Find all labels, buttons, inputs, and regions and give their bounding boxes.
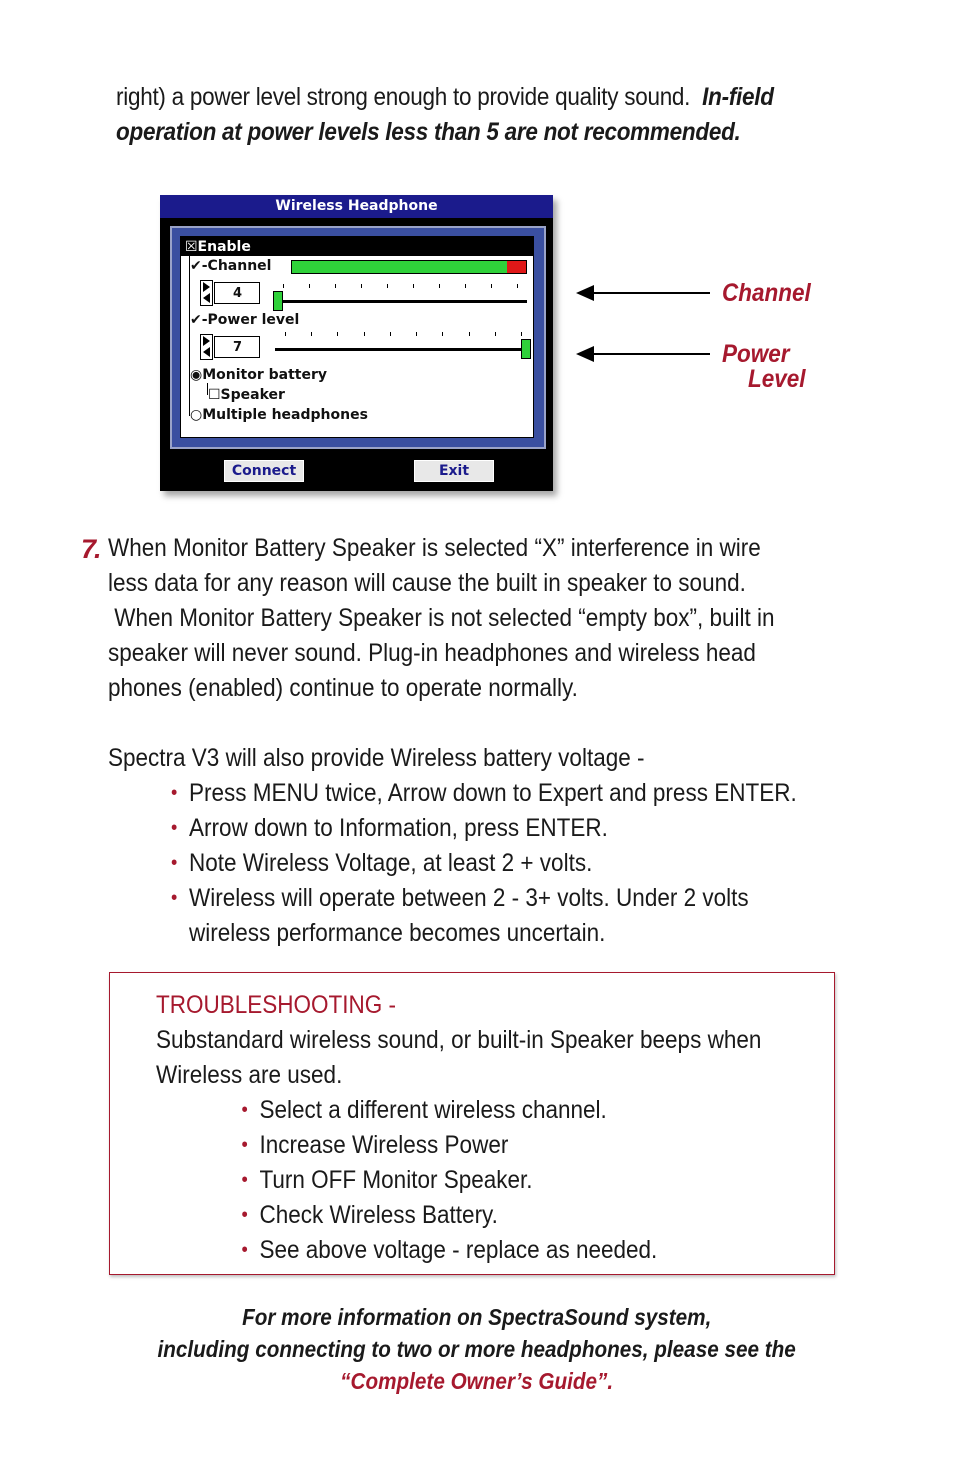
slider-tick: [361, 284, 362, 288]
list-item: • Arrow down to Information, press ENTER.: [171, 811, 819, 846]
intro-paragraph: [116, 80, 800, 150]
step-7-text: [108, 531, 819, 951]
voltage-steps: [108, 776, 819, 916]
step-line: phones (enabled) continue to operate normally.: [108, 674, 578, 702]
troubleshooting-line: Wireless are used.: [156, 1061, 343, 1089]
wireless-headphone-screen: [160, 195, 553, 491]
slider-tick: [337, 332, 338, 336]
slider-tick: [495, 332, 496, 336]
step-line: When Monitor Battery Speaker is not selected “empty box”, built in: [108, 604, 775, 632]
speaker-checkbox[interactable]: ☐Speaker: [208, 387, 285, 403]
channel-label[interactable]: ✔-Channel: [190, 258, 272, 274]
slider-tick: [491, 284, 492, 288]
voltage-intro: Spectra V3 will also provide Wireless battery voltage -: [108, 744, 645, 772]
troubleshooting-list: [156, 1093, 804, 1268]
step-line: speaker will never sound. Plug-in headphones and wireless head: [108, 639, 756, 667]
slider-tick: [521, 332, 522, 336]
power-slider-thumb[interactable]: [521, 339, 531, 359]
list-item: • Check Wireless Battery.: [242, 1198, 805, 1233]
screen-inner: [180, 236, 534, 438]
channel-spinner[interactable]: [200, 280, 213, 306]
level-red: [507, 261, 526, 273]
slider-tick: [469, 332, 470, 336]
power-callout-line1: Power: [722, 340, 790, 368]
slider-tick: [439, 284, 440, 288]
channel-slider-track[interactable]: [273, 300, 527, 303]
enable-checkbox[interactable]: ☒Enable: [181, 237, 533, 256]
slider-tick: [335, 284, 336, 288]
footer-line: including connecting to two or more headphones, please see the: [157, 1336, 797, 1362]
connect-button[interactable]: Connect: [224, 460, 304, 482]
exit-button[interactable]: Exit: [414, 460, 494, 482]
screen-title: Wireless Headphone: [160, 195, 553, 218]
channel-value[interactable]: 4: [214, 282, 260, 304]
slider-tick: [285, 332, 286, 336]
list-item: • See above voltage - replace as needed.: [242, 1233, 805, 1268]
power-value[interactable]: 7: [214, 336, 260, 358]
list-item: • Increase Wireless Power: [242, 1128, 805, 1163]
slider-tick: [364, 332, 365, 336]
list-item: • Wireless will operate between 2 - 3+ volts. Under 2 volts: [171, 881, 819, 916]
slider-tick: [309, 284, 310, 288]
troubleshooting-box: [109, 972, 835, 1275]
level-green: [292, 261, 507, 273]
step-line: When Monitor Battery Speaker is selected “X” interference in wire: [108, 534, 761, 562]
monitor-battery-radio[interactable]: ◉Monitor battery: [190, 367, 327, 383]
slider-tick: [465, 284, 466, 288]
step-number: 7.: [81, 534, 100, 564]
list-item: • Press MENU twice, Arrow down to Expert and press ENTER.: [171, 776, 819, 811]
bullet-continuation: wireless performance becomes uncertain.: [189, 919, 606, 947]
power-slider-track[interactable]: [275, 348, 531, 351]
power-level-label[interactable]: ✔-Power level: [190, 312, 300, 328]
slider-tick: [413, 284, 414, 288]
owners-guide-reference: “Complete Owner’s Guide”.: [340, 1368, 614, 1394]
slider-tick: [442, 332, 443, 336]
power-arrow-line: [588, 353, 710, 355]
multiple-headphones-radio[interactable]: ○Multiple headphones: [190, 407, 368, 423]
troubleshooting-line: Substandard wireless sound, or built-in Speaker beeps when: [156, 1026, 762, 1054]
power-callout-line2: Level: [748, 365, 806, 393]
channel-arrow-line: [588, 292, 710, 294]
step-line: less data for any reason will cause the built in speaker to sound.: [108, 569, 746, 597]
channel-callout: Channel: [722, 279, 811, 307]
slider-tick: [390, 332, 391, 336]
troubleshooting-text: [156, 988, 804, 1268]
list-item: • Select a different wireless channel.: [242, 1093, 805, 1128]
troubleshooting-title: TROUBLESHOOTING -: [156, 991, 397, 1019]
power-spinner[interactable]: [200, 334, 213, 360]
list-item: • Note Wireless Voltage, at least 2 + volts.: [171, 846, 819, 881]
intro-warning: In-field operation at power levels less than 5 are not recommended.: [116, 83, 774, 146]
slider-tick: [311, 332, 312, 336]
channel-slider-thumb[interactable]: [273, 291, 283, 311]
list-item: • Turn OFF Monitor Speaker.: [242, 1163, 805, 1198]
screen-panel: [170, 226, 546, 449]
slider-tick: [387, 284, 388, 288]
footer-line: For more information on SpectraSound system,: [242, 1304, 712, 1330]
intro-text: right) a power level strong enough to provide quality sound.: [116, 83, 691, 111]
footer: [0, 1301, 954, 1397]
slider-tick: [517, 284, 518, 288]
channel-level-bar: [291, 260, 527, 274]
tree-line: [189, 256, 190, 416]
slider-tick: [416, 332, 417, 336]
slider-tick: [283, 284, 284, 288]
